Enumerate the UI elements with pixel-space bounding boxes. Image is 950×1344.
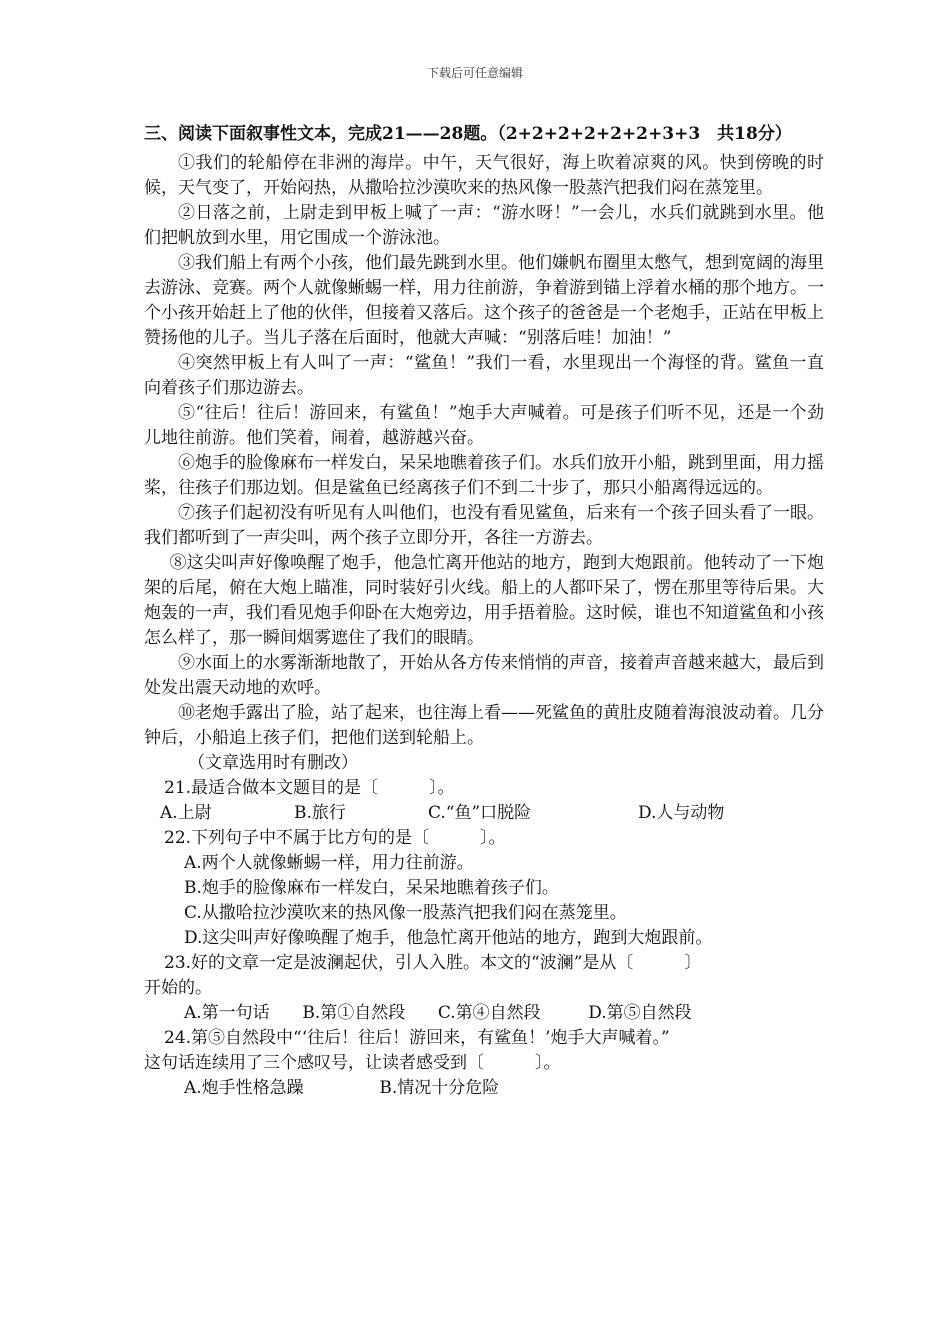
source-note: （文章选用时有删改） bbox=[188, 753, 358, 773]
question-24-options bbox=[144, 1076, 824, 1101]
question-23-stem: 23.好的文章一定是波澜起伏，引人入胜。本文的“波澜”是从〔 〕 bbox=[164, 953, 702, 973]
question-21-stem: 21.最适合做本文题目的是〔 〕。 bbox=[164, 778, 455, 798]
section-title: 三、阅读下面叙事性文本，完成21——28题。（2+2+2+2+2+2+3+3 共18分） bbox=[144, 124, 792, 144]
option-d[interactable]: D.第⑤自然段 bbox=[588, 1003, 692, 1023]
page-header: 下载后可任意编辑 bbox=[426, 66, 523, 80]
option-b[interactable]: B.第①自然段 bbox=[302, 1003, 406, 1023]
option-a[interactable]: A.炮手性格急躁 bbox=[184, 1078, 304, 1098]
question-21-options bbox=[144, 801, 824, 826]
option-d[interactable]: D.人与动物 bbox=[638, 803, 725, 823]
paragraph-1: ①我们的轮船停在非洲的海岸。中午，天气很好，海上吹着凉爽的风。快到傍晚的时候，天气变了，开始闷热，从撒哈拉沙漠吹来的热风像一股蒸汽把我们闷在蒸笼里。 bbox=[144, 153, 824, 198]
paragraph-6: ⑥炮手的脸像麻布一样发白，呆呆地瞧着孩子们。水兵们放开小船，跳到里面，用力摇桨，往孩子们那边划。但是鲨鱼已经离孩子们不到二十步了，那只小船离得远远的。 bbox=[144, 453, 824, 498]
paragraph-9: ⑨水面上的水雾渐渐地散了，开始从各方传来悄悄的声音，接着声音越来越大，最后到处发出震天动地的欢呼。 bbox=[144, 653, 824, 698]
option-a[interactable]: A.第一句话 bbox=[184, 1003, 270, 1023]
option-c[interactable]: C.从撒哈拉沙漠吹来的热风像一股蒸汽把我们闷在蒸笼里。 bbox=[184, 903, 627, 923]
paragraph-10: ⑩老炮手露出了脸，站了起来，也往海上看——死鲨鱼的黄肚皮随着海浪波动着。几分钟后，小船追上孩子们，把他们送到轮船上。 bbox=[144, 703, 824, 748]
option-d[interactable]: D.这尖叫声好像唤醒了炮手，他急忙离开他站的地方，跑到大炮跟前。 bbox=[184, 928, 713, 948]
paragraph-8: ⑧这尖叫声好像唤醒了炮手，他急忙离开他站的地方，跑到大炮跟前。他转动了一下炮架的后尾，俯在大炮上瞄准，同时装好引火线。船上的人都吓呆了，愣在那里等待后果。大炮轰的一声，我们看见炮手仰卧在大炮旁边，用手捂着脸。这时候，谁也不知道鲨鱼和小孩怎么样了，那一瞬间烟雾遮住了我们的眼睛。 bbox=[144, 553, 824, 648]
paragraph-4: ④突然甲板上有人叫了一声：“鲨鱼！”我们一看，水里现出一个海怪的背。鲨鱼一直向着孩子们那边游去。 bbox=[144, 353, 824, 398]
paragraph-2: ②日落之前，上尉走到甲板上喊了一声：“游水呀！”一会儿，水兵们就跳到水里。他们把帆放到水里，用它围成一个游泳池。 bbox=[144, 203, 824, 248]
option-b[interactable]: B.情况十分危险 bbox=[379, 1078, 500, 1098]
paragraph-5: ⑤“往后！往后！游回来，有鲨鱼！”炮手大声喊着。可是孩子们听不见，还是一个劲儿地往前游。他们笑着，闹着，越游越兴奋。 bbox=[144, 403, 824, 448]
option-b[interactable]: B.炮手的脸像麻布一样发白，呆呆地瞧着孩子们。 bbox=[184, 878, 559, 898]
question-24-stem-continued: 这句话连续用了三个感叹号，让读者感受到〔 〕。 bbox=[144, 1053, 561, 1073]
option-c[interactable]: C.第④自然段 bbox=[437, 1003, 541, 1023]
option-a[interactable]: A.上尉 bbox=[160, 803, 212, 823]
question-23-stem-continued: 开始的。 bbox=[144, 978, 212, 998]
option-b[interactable]: B.旅行 bbox=[294, 803, 346, 823]
question-24-stem: 24.第⑤自然段中“‘往后！往后！游回来，有鲨鱼！’炮手大声喊着。” bbox=[164, 1028, 670, 1048]
option-a[interactable]: A.两个人就像蜥蜴一样，用力往前游。 bbox=[184, 853, 474, 873]
question-23-options bbox=[144, 1001, 824, 1026]
paragraph-3: ③我们船上有两个小孩，他们最先跳到水里。他们嫌帆布圈里太憋气，想到宽阔的海里去游泳、竞赛。两个人就像蜥蜴一样，用力往前游，争着游到锚上浮着水桶的那个地方。一个小孩开始赶上了他的伙伴，但接着又落后。这个孩子的爸爸是一个老炮手，正站在甲板上赞扬他的儿子。当儿子落在后面时，他就大声喊：“别落后哇！加油！” bbox=[144, 253, 824, 348]
content bbox=[144, 122, 824, 1101]
question-22-stem: 22.下列句子中不属于比方句的是〔 〕。 bbox=[164, 828, 506, 848]
paragraph-7: ⑦孩子们起初没有听见有人叫他们，也没有看见鲨鱼，后来有一个孩子回头看了一眼。我们都听到了一声尖叫，两个孩子立即分开，各往一方游去。 bbox=[144, 503, 824, 548]
option-c[interactable]: C.“鱼”口脱险 bbox=[428, 803, 532, 823]
